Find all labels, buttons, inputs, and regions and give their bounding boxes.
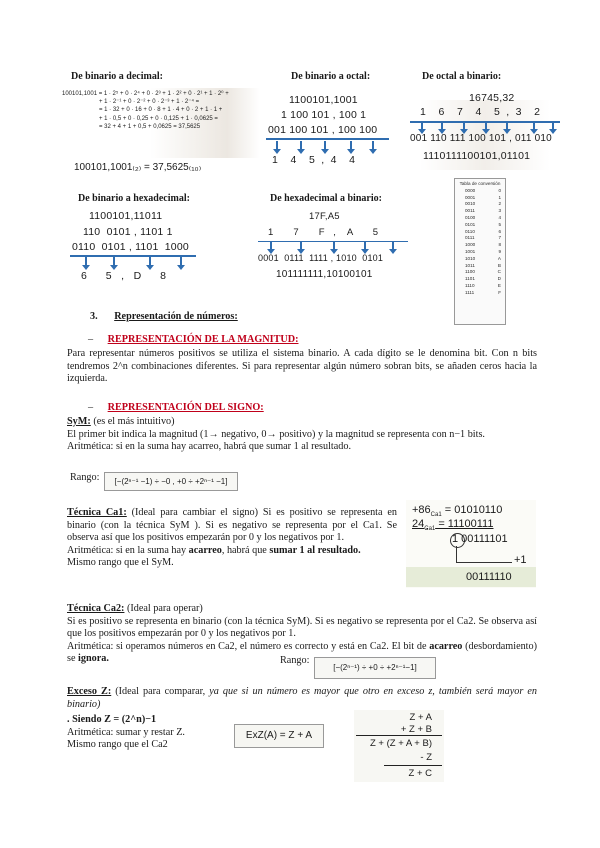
oct-bin-result: 1110111100101,01101 bbox=[423, 150, 531, 162]
exceso-label: Exceso Z: bbox=[67, 686, 112, 697]
conversion-row bbox=[465, 188, 501, 195]
signo-heading bbox=[88, 402, 264, 413]
magnitud-heading bbox=[88, 334, 299, 345]
conversion-table-title: Tabla de conversión bbox=[459, 181, 501, 186]
down-arrow-icon bbox=[364, 242, 366, 250]
ca2-label: Técnica Ca2: bbox=[67, 603, 125, 614]
conversion-row bbox=[465, 276, 501, 283]
ca1-arit-a: Aritmética: si en la suma hay bbox=[67, 544, 189, 556]
exceso-example bbox=[354, 710, 444, 782]
conversion-row bbox=[465, 222, 501, 229]
ca1-ex-sub: Ca1 bbox=[430, 512, 442, 519]
conversion-row bbox=[465, 229, 501, 236]
conversion-binary: 1101 bbox=[465, 276, 475, 282]
ca1-block bbox=[67, 507, 397, 570]
down-arrow-icon bbox=[552, 122, 554, 130]
ca1-ex-value: = 01010110 bbox=[441, 504, 503, 516]
conversion-row bbox=[465, 195, 501, 202]
sum-rule bbox=[356, 735, 442, 736]
ca1-mismo: Mismo rango que el SyM. bbox=[67, 557, 174, 569]
exceso-text-b: ya que si un número es mayor que otro en exceso z, también será mayor en binario) bbox=[67, 686, 537, 710]
conversion-hex: E bbox=[497, 282, 501, 288]
ca2-rango-label: Rango: bbox=[280, 655, 310, 666]
down-arrow-icon bbox=[533, 122, 535, 130]
hex-bin-result: 101111111,10100101 bbox=[276, 269, 373, 280]
ca2-arit-c: (desbordamiento) se bbox=[67, 640, 537, 665]
bullet-dash: – bbox=[88, 402, 94, 413]
ca1-arit-b: acarreo bbox=[188, 544, 222, 556]
conversion-hex: C bbox=[497, 269, 501, 275]
conversion-row bbox=[465, 290, 501, 297]
sum-rule bbox=[384, 765, 442, 766]
bullet-dash: – bbox=[88, 334, 94, 345]
conversion-row bbox=[465, 201, 501, 208]
down-arrow-icon bbox=[463, 122, 465, 130]
conversion-binary: 1011 bbox=[465, 262, 475, 268]
bin-hex-line2: 110 0101 , 1101 1 bbox=[83, 226, 173, 238]
conversion-binary: 0000 bbox=[465, 187, 476, 193]
ca2-note: (Ideal para operar) bbox=[124, 603, 203, 614]
bin-oct-line3: 001 100 101 , 100 100 bbox=[268, 124, 378, 136]
bin-oct-result: 1 4 5 , 4 4 bbox=[272, 154, 356, 166]
down-arrow-icon bbox=[300, 141, 302, 150]
exceso-arit: Aritmética: sumar y restar Z. bbox=[67, 726, 185, 738]
section-number: 3. bbox=[90, 311, 98, 322]
ca1-ex-line4: +1 bbox=[514, 554, 527, 566]
exceso-formula: ExZ(A) = Z + A bbox=[234, 724, 324, 748]
section-3-heading bbox=[90, 311, 238, 322]
down-arrow-icon bbox=[506, 122, 508, 130]
down-arrow-icon bbox=[333, 242, 335, 250]
signo-title: REPRESENTACIÓN DEL SIGNO: bbox=[107, 402, 264, 413]
conversion-binary: 0101 bbox=[465, 221, 476, 227]
bin-oct-title: De binario a octal: bbox=[291, 71, 371, 82]
exceso-details bbox=[67, 714, 185, 752]
conversion-hex: 8 bbox=[498, 242, 501, 248]
oct-bin-line1: 16745,32 bbox=[469, 92, 515, 104]
conversion-row bbox=[465, 215, 501, 222]
down-arrow-icon bbox=[85, 257, 87, 266]
exceso-op3: Z + (Z + A + B) bbox=[369, 738, 432, 749]
exceso-block bbox=[67, 686, 537, 711]
conversion-row bbox=[465, 249, 501, 256]
hex-bin-line2: 1 7 F , A 5 bbox=[268, 227, 379, 238]
hex-bin-line1: 17F,A5 bbox=[309, 211, 340, 222]
conversion-hex: 0 bbox=[498, 187, 501, 193]
exceso-text-a: (Ideal para comparar, bbox=[111, 686, 210, 697]
hex-bin-title: De hexadecimal a binario: bbox=[270, 193, 382, 204]
down-arrow-icon bbox=[276, 141, 278, 150]
conversion-row bbox=[465, 242, 501, 249]
conversion-hex: 1 bbox=[498, 194, 501, 200]
conversion-row bbox=[465, 208, 501, 215]
exceso-op5: Z + C bbox=[408, 768, 432, 779]
bin-hex-result: 6 5 , D 8 bbox=[81, 270, 167, 282]
conversion-binary: 0110 bbox=[465, 228, 475, 234]
carry-line bbox=[456, 562, 512, 563]
ca2-rango-formula: [−(2ⁿ⁻¹) ÷ +0 ÷ +2ⁿ⁻¹−1] bbox=[314, 657, 436, 679]
magnitud-title: REPRESENTACIÓN DE LA MAGNITUD: bbox=[107, 334, 299, 345]
conversion-hex: D bbox=[497, 276, 501, 282]
ca1-ex-line3: 1 00111101 bbox=[452, 533, 508, 545]
down-arrow-icon bbox=[421, 122, 423, 130]
bin-hex-line1: 1100101,11011 bbox=[89, 210, 163, 222]
ca2-arit-d: ignora. bbox=[78, 653, 109, 665]
down-arrow-icon bbox=[180, 257, 182, 266]
down-arrow-icon bbox=[350, 141, 352, 150]
section-title: Representación de números: bbox=[114, 311, 238, 322]
exceso-siendo: . Siendo Z = (2^n)−1 bbox=[67, 714, 157, 725]
bin-oct-line2: 1 100 101 , 100 1 bbox=[281, 109, 367, 121]
conversion-table bbox=[454, 178, 506, 325]
conversion-binary: 1001 bbox=[465, 248, 476, 254]
conversion-row bbox=[465, 283, 501, 290]
conversion-binary: 0111 bbox=[465, 235, 475, 241]
sym-block bbox=[67, 416, 537, 454]
oct-bin-line2: 1 6 7 4 5 , 3 2 bbox=[420, 106, 541, 118]
down-arrow-icon bbox=[113, 257, 115, 266]
down-arrow-icon bbox=[372, 141, 374, 150]
oct-bin-title: De octal a binario: bbox=[422, 71, 502, 82]
bin-hex-title: De binario a hexadecimal: bbox=[78, 193, 190, 204]
bin-dec-title: De binario a decimal: bbox=[71, 71, 163, 82]
bin-oct-line1: 1100101,1001 bbox=[289, 94, 358, 106]
conversion-binary: 1010 bbox=[465, 255, 476, 261]
conversion-hex: 2 bbox=[498, 201, 501, 207]
conversion-row bbox=[465, 235, 501, 242]
conversion-hex: 4 bbox=[498, 214, 501, 220]
oct-bin-line3: 001 110 111 100 101 , 011 010 bbox=[410, 133, 552, 144]
exceso-op1: Z + A bbox=[409, 712, 432, 723]
conversion-row bbox=[465, 269, 501, 276]
conversion-hex: 5 bbox=[498, 221, 501, 227]
sym-label: SyM: bbox=[67, 416, 91, 427]
conversion-binary: 0010 bbox=[465, 201, 476, 207]
conversion-hex: 3 bbox=[498, 208, 501, 214]
conversion-binary: 0100 bbox=[465, 214, 476, 220]
bin-hex-line3: 0110 0101 , 1101 1000 bbox=[72, 241, 189, 253]
bin-dec-line: 100101,1001 = 1 · 2⁵ + 0 · 2⁴ + 0 · 2³ + 1 · 2² + 0 · 2¹ + 1 · 2⁰ + bbox=[62, 91, 229, 97]
conversion-binary: 0001 bbox=[465, 194, 476, 200]
down-arrow-icon bbox=[300, 242, 302, 250]
bin-dec-line: = 32 + 4 + 1 + 0,5 + 0,0625 = 37,5625 bbox=[99, 123, 201, 130]
down-arrow-icon bbox=[270, 242, 272, 250]
conversion-binary: 0011 bbox=[465, 208, 475, 214]
exceso-mismo: Mismo rango que el Ca2 bbox=[67, 739, 168, 751]
bin-dec-line: = 1 · 32 + 0 · 16 + 0 · 8 + 1 · 4 + 0 · 2 + 1 · 1 + bbox=[99, 107, 223, 114]
conversion-binary: 1110 bbox=[465, 282, 475, 288]
ca1-label: Técnica Ca1: bbox=[67, 507, 127, 518]
conversion-binary: 1100 bbox=[465, 269, 475, 275]
ca1-ex-operand: +86 bbox=[412, 504, 431, 516]
conversion-binary: 1000 bbox=[465, 242, 476, 248]
conversion-hex: 7 bbox=[498, 235, 501, 241]
magnitud-text: Para representar números positivos se utiliza el sistema binario. A cada dígito se le denomina bit. Con n bits tendremos 2^n combinaciones diferentes. Si para representar algún número sobran bits, se añaden ceros hacia la izquierda. bbox=[67, 348, 537, 385]
sym-rango-label: Rango: bbox=[70, 472, 100, 483]
conversion-hex: 6 bbox=[498, 228, 501, 234]
ca1-arit-d: sumar 1 al resultado. bbox=[269, 544, 361, 556]
sym-text: El primer bit indica la magnitud (1→ negativo, 0→ positivo) y la magnitud se representa con n−1 bits. bbox=[67, 428, 485, 440]
ca1-text: (Ideal para cambiar el signo) Si es positivo se representa en binario (con la técnica SyM ). Si es negativo se representa por el Ca1. Se observa así que los positivos empezarán por 0 y los negativos por 1. bbox=[67, 507, 397, 544]
conversion-hex: A bbox=[497, 255, 501, 261]
ca1-arit-c: , habrá que bbox=[221, 544, 270, 556]
ca1-ex-operand: 24 bbox=[412, 518, 425, 530]
ca2-text: Si es positivo se representa en binario (con la técnica SyM). Si es negativo se representa por el Ca2. Se observa así que los positivos empezarán por 0 y los negativos por 1. bbox=[67, 615, 537, 640]
exceso-op2: + Z + B bbox=[400, 724, 432, 735]
conversion-hex: F bbox=[498, 289, 501, 295]
bin-dec-line: + 1 · 0,5 + 0 · 0,25 + 0 · 0,125 + 1 · 0,0625 = bbox=[99, 115, 218, 122]
hex-bin-line3: 0001 0111 1111 , 1010 0101 bbox=[258, 253, 384, 263]
sym-arit: Aritmética: si en la suma hay acarreo, habrá que sumar 1 al resultado. bbox=[67, 441, 352, 453]
ca1-ex-sub: Ca1 bbox=[424, 526, 436, 533]
conversion-binary: 1111 bbox=[465, 289, 475, 295]
down-arrow-icon bbox=[149, 257, 151, 266]
bin-oct-divider bbox=[266, 138, 389, 140]
down-arrow-icon bbox=[324, 141, 326, 150]
conversion-row bbox=[465, 263, 501, 270]
carry-line bbox=[456, 546, 457, 562]
down-arrow-icon bbox=[392, 242, 394, 250]
ca1-ex-line5: 00111110 bbox=[466, 571, 512, 583]
down-arrow-icon bbox=[485, 122, 487, 130]
conversion-hex: 9 bbox=[498, 248, 501, 254]
conversion-hex: B bbox=[497, 262, 501, 268]
exceso-op4: - Z bbox=[420, 752, 432, 763]
bin-dec-steps bbox=[62, 90, 267, 131]
sym-rango-formula: [−(2ⁿ⁻¹ −1) ÷ −0 , +0 ÷ +2ⁿ⁻¹ −1] bbox=[104, 472, 238, 491]
ca2-arit-b: acarreo bbox=[429, 640, 463, 652]
ca1-ex-value: = 11100111 bbox=[435, 518, 494, 530]
ca2-arit-a: Aritmética: si operamos números en Ca2, el número es correcto y está en Ca2. El bit de bbox=[67, 640, 430, 652]
bin-hex-divider bbox=[70, 255, 196, 257]
ca1-example bbox=[406, 500, 536, 588]
bin-dec-result: 100101,1001₍₂₎ = 37,5625₍₁₀₎ bbox=[74, 162, 202, 173]
down-arrow-icon bbox=[441, 122, 443, 130]
sym-note: (es el más intuitivo) bbox=[90, 416, 175, 427]
bin-dec-line: + 1 · 2⁻¹ + 0 · 2⁻² + 0 · 2⁻³ + 1 · 2⁻⁴ = bbox=[99, 99, 200, 106]
conversion-row bbox=[465, 256, 501, 263]
